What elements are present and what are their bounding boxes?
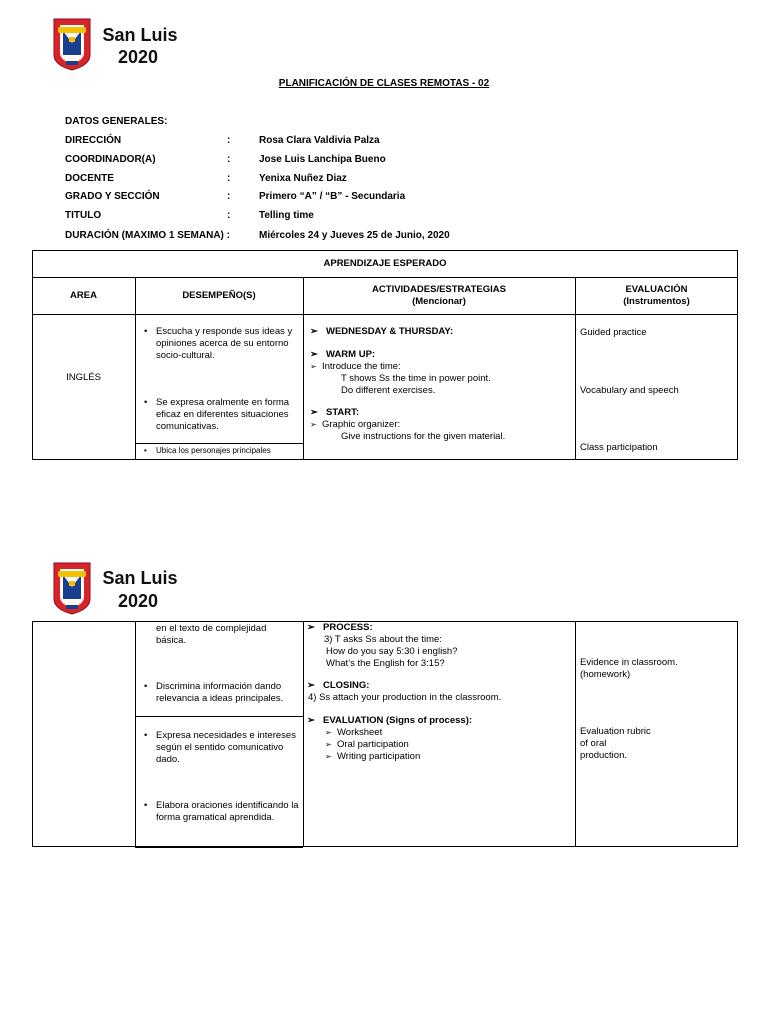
act-process-2: How do you say 5:30 i english? (326, 646, 458, 657)
act-process-3: What’s the English for 3:15? (326, 658, 445, 669)
datos-value: Yenixa Nuñez Diaz (259, 173, 347, 184)
eval-item: Class participation (580, 442, 658, 453)
desempeno-list-4 (138, 681, 300, 705)
desempeno-list-3 (138, 446, 300, 456)
desempeno-item: • Escucha y responde sus ideas y opiniones acerca de su entorno socio-cultural. (138, 326, 300, 362)
datos-value: Miércoles 24 y Jueves 25 de Junio, 2020 (259, 230, 450, 241)
eval-item: (homework) (580, 669, 631, 680)
datos-value: Rosa Clara Valdivia Palza (259, 135, 380, 146)
col-desempeno-header: DESEMPEÑO(S) (182, 290, 256, 301)
document-title: PLANIFICACIÓN DE CLASES REMOTAS - 02 (278, 78, 490, 89)
eval-item: Evaluation rubric (580, 726, 651, 737)
act-evaluation: ➢ EVALUATION (Signs of process): (307, 715, 473, 726)
brand-line1: San Luis (102, 25, 178, 45)
datos-colon: : (227, 210, 231, 221)
eval-item: Vocabulary and speech (580, 385, 679, 396)
desempeno-item: • Discrimina información dando relevancia a ideas principales. (138, 681, 300, 705)
datos-value: Telling time (259, 210, 314, 221)
brand-line1-p2: San Luis (102, 568, 178, 588)
datos-label: DURACIÓN (MAXIMO 1 SEMANA) : (65, 230, 230, 241)
datos-colon: : (227, 154, 231, 165)
col-evaluacion-sub: (Instrumentos) (623, 296, 690, 307)
datos-colon: : (227, 135, 231, 146)
act-process: ➢ PROCESS: (307, 622, 373, 633)
eval-item: Guided practice (580, 327, 647, 338)
datos-label: COORDINADOR(A) (65, 154, 156, 165)
col-actividades-sub: (Mencionar) (412, 296, 466, 307)
banner-aprendizaje: APRENDIZAJE ESPERADO (323, 258, 447, 269)
act-closing-1: 4) Ss attach your production in the classroom. (308, 692, 502, 703)
desempeno-item: • Expresa necesidades e intereses según el sentido comunicativo dado. (138, 730, 300, 766)
school-logo-2 (52, 561, 92, 616)
act-start-2: Give instructions for the given material. (341, 431, 506, 442)
desempeno-list-5 (138, 730, 300, 766)
eval-item: Evidence in classroom. (580, 657, 678, 668)
act-wednesday: ➢ WEDNESDAY & THURSDAY: (310, 326, 454, 337)
datos-value: Primero “A” / “B” - Secundaria (259, 191, 406, 202)
eval-item: of oral (580, 738, 607, 749)
datos-label: DOCENTE (65, 173, 114, 184)
desempeno-item: • Elabora oraciones identificando la forma gramatical aprendida. (138, 800, 300, 824)
school-logo (52, 17, 92, 72)
act-process-1: 3) T asks Ss about the time: (324, 634, 442, 645)
act-eval-oral: ➢ Oral participation (325, 739, 409, 750)
datos-label: GRADO Y SECCIÓN (65, 191, 160, 202)
desempeno-list-6 (138, 800, 300, 824)
desempeno-item: • Se expresa oralmente en forma eficaz en diferentes situaciones comunicativas. (138, 397, 300, 433)
col-evaluacion-header: EVALUACIÓN (625, 284, 688, 295)
col-area-header: AREA (70, 290, 97, 301)
act-closing: ➢ CLOSING: (307, 680, 370, 691)
desempeno-continued: en el texto de complejidad básica. (156, 623, 267, 646)
datos-value: Jose Luis Lanchipa Bueno (259, 154, 386, 165)
datos-heading-text: DATOS GENERALES: (65, 116, 168, 127)
desempeno-list-2 (138, 397, 300, 433)
act-eval-worksheet: ➢ Worksheet (325, 727, 383, 738)
act-warmup-2: T shows Ss the time in power point. (341, 373, 491, 384)
area-value: INGLÉS (66, 372, 101, 383)
eval-item: production. (580, 750, 628, 761)
desempeno-list-1 (138, 326, 300, 362)
act-warmup-1: ➢ Introduce the time: (310, 361, 401, 372)
datos-colon: : (227, 191, 231, 202)
brand-line2: 2020 (117, 47, 159, 67)
act-warmup-3: Do different exercises. (341, 385, 436, 396)
act-warmup: ➢ WARM UP: (310, 349, 376, 360)
datos-label: TITULO (65, 210, 102, 221)
brand-line2-p2: 2020 (117, 591, 159, 611)
datos-colon: : (227, 173, 231, 184)
datos-label: DIRECCIÓN (65, 135, 122, 146)
desempeno-item: • Ubica los personajes principales (138, 446, 300, 456)
col-actividades-header: ACTIVIDADES/ESTRATEGIAS (372, 284, 506, 295)
act-start: ➢ START: (310, 407, 360, 418)
act-eval-writing: ➢ Writing participation (325, 751, 421, 762)
act-start-1: ➢ Graphic organizer: (310, 419, 401, 430)
